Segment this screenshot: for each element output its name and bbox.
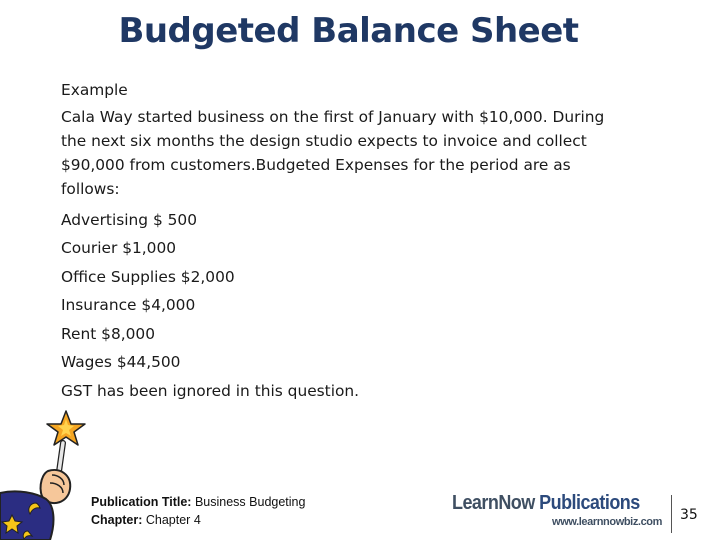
logo-url: www.learnnowbiz.com	[552, 516, 662, 528]
chapter-line	[91, 511, 305, 529]
footer-divider	[671, 495, 672, 533]
expense-advertising: Advertising $ 500	[61, 210, 198, 229]
example-label: Example	[61, 81, 128, 99]
expense-insurance: Insurance $4,000	[61, 296, 196, 314]
wizard-illustration	[0, 405, 100, 540]
publication-title-value: Business Budgeting	[191, 495, 306, 509]
chapter-label: Chapter:	[91, 513, 143, 527]
publication-title-line	[91, 493, 305, 511]
scenario-line: $90,000 from customers.Budgeted Expenses for the period are as	[61, 155, 571, 174]
logo-wordmark	[452, 490, 640, 516]
publication-info	[91, 493, 305, 529]
logo-word-learnnow: LearnNow	[452, 492, 535, 514]
scenario-line: Cala Way started business on the first of January with $10,000. During	[61, 107, 605, 126]
slide-title: Budgeted Balance Sheet	[118, 11, 579, 51]
scenario-line: the next six months the design studio expects to invoice and collect	[61, 131, 587, 150]
expense-office-supplies: Office Supplies $2,000	[61, 267, 235, 286]
learnnow-logo	[452, 490, 666, 534]
expense-wages: Wages $44,500	[61, 353, 181, 371]
scenario-paragraph	[61, 105, 661, 201]
expense-courier: Courier $1,000	[61, 239, 177, 257]
expense-rent: Rent $8,000	[61, 324, 156, 343]
logo-word-publications: Publications	[534, 492, 640, 514]
publication-title-label: Publication Title:	[91, 495, 192, 509]
slide-body	[61, 76, 661, 405]
scenario-line: follows:	[61, 179, 120, 198]
page-number: 35	[680, 507, 698, 523]
gst-note: GST has been ignored in this question.	[61, 381, 360, 400]
chapter-value: Chapter 4	[142, 513, 201, 527]
